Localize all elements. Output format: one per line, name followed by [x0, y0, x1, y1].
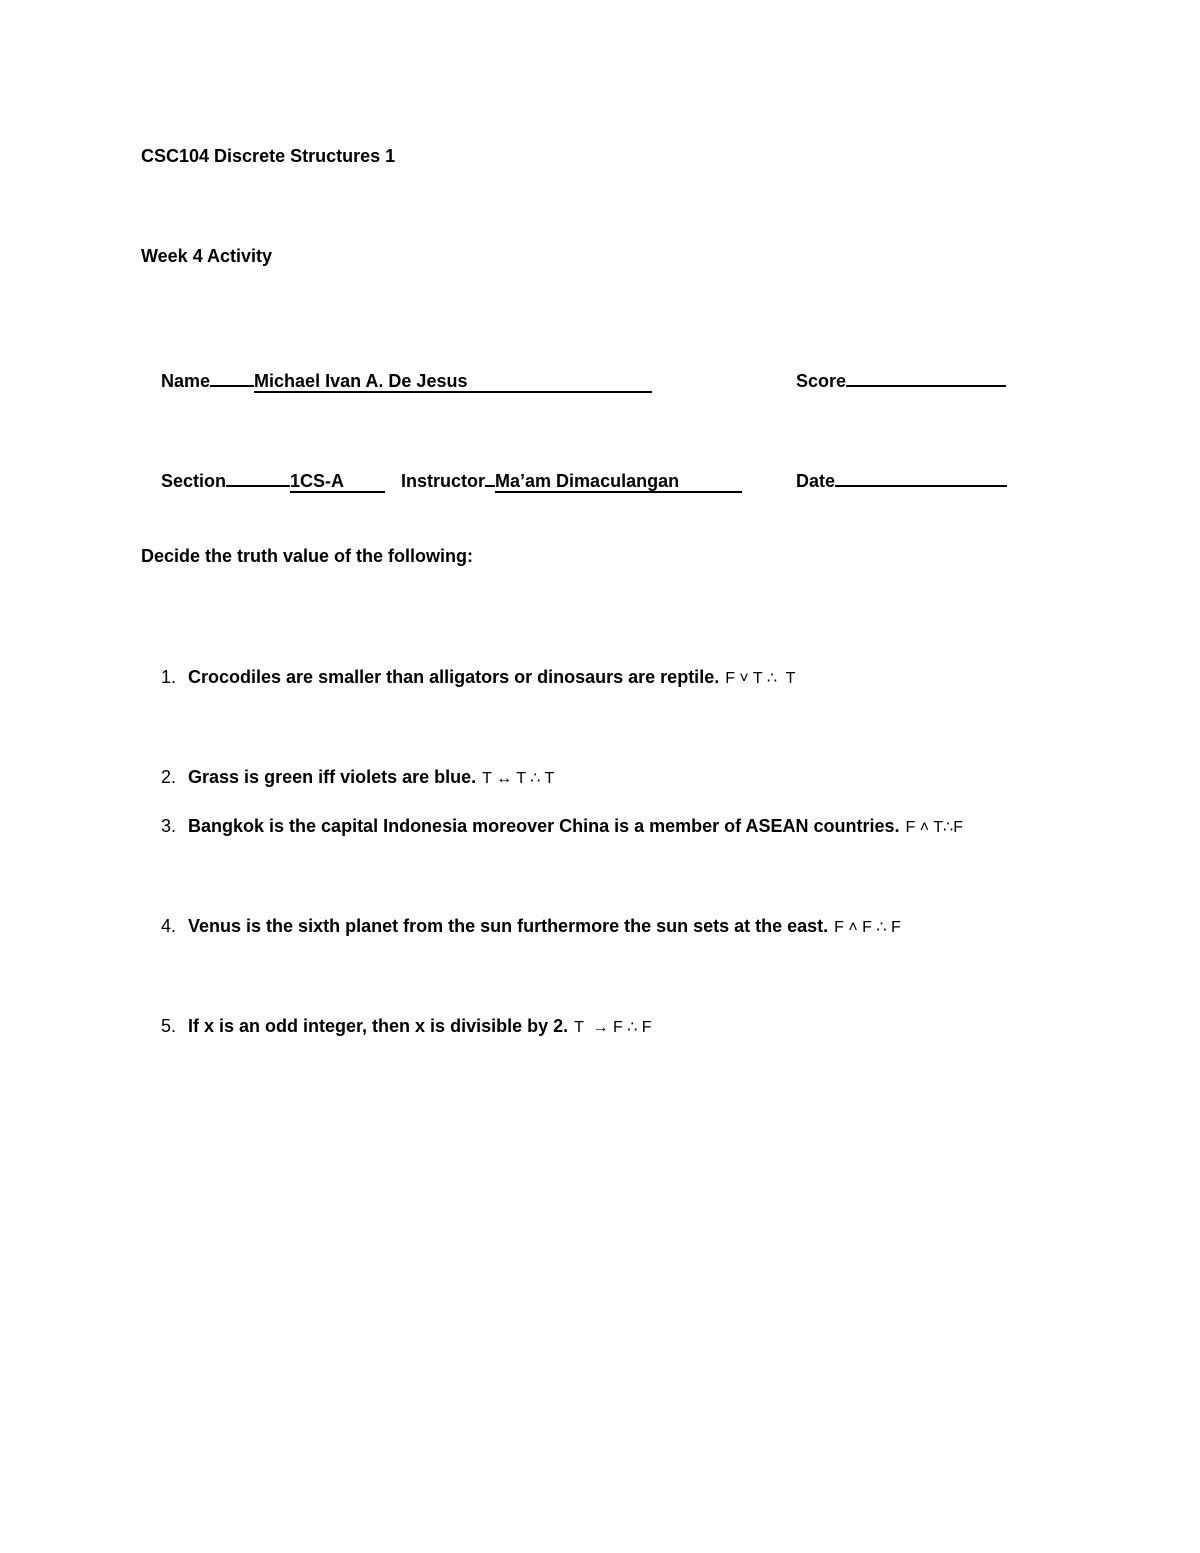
instructions: Decide the truth value of the following:: [141, 546, 474, 566]
section-line-prefix: [226, 466, 290, 487]
question-item: [141, 993, 652, 1061]
question-number: 5.: [161, 1016, 177, 1036]
question-answer: T → F ∴ F: [574, 1019, 652, 1036]
instructor-field: [381, 444, 742, 515]
question-item: [141, 793, 963, 861]
question-number: 1.: [161, 667, 177, 687]
question-text: Crocodiles are smaller than alligators or dinosaurs are reptile.: [188, 667, 720, 687]
instructor-value: Ma’am Dimaculangan: [495, 472, 742, 493]
question-number: 4.: [161, 916, 177, 936]
instructor-line-prefix: [485, 466, 495, 487]
question-answer: F ˅ T ∴ T: [725, 670, 796, 687]
question-number: 2.: [161, 767, 177, 787]
question-text: Bangkok is the capital Indonesia moreover China is a member of ASEAN countries.: [188, 816, 900, 836]
date-value: [835, 466, 1007, 487]
name-label: Name: [161, 371, 211, 391]
section-value: 1CS-A: [290, 472, 385, 493]
question-text: Grass is green iff violets are blue.: [188, 767, 477, 787]
question-item: [141, 893, 901, 961]
instructor-label: Instructor: [401, 471, 486, 491]
name-field: [141, 344, 652, 415]
name-value: Michael Ivan A. De Jesus: [254, 372, 652, 393]
name-line-prefix: [210, 366, 254, 387]
question-text: If x is an odd integer, then x is divisible by 2.: [188, 1016, 569, 1036]
question-item: [141, 644, 795, 712]
score-value: [846, 366, 1006, 387]
question-answer: T ↔ T ∴ T: [482, 770, 555, 787]
question-answer: F ˄ T∴F: [905, 819, 963, 836]
question-number: 3.: [161, 816, 177, 836]
date-label: Date: [796, 471, 836, 491]
date-field: [776, 444, 1007, 514]
activity-title: Week 4 Activity: [141, 246, 273, 266]
score-label: Score: [796, 371, 847, 391]
question-answer: F ˄ F ∴ F: [834, 919, 901, 936]
section-label: Section: [161, 471, 227, 491]
section-field: [141, 444, 385, 515]
score-field: [776, 344, 1006, 414]
question-text: Venus is the sixth planet from the sun furthermore the sun sets at the east.: [188, 916, 829, 936]
course-title: CSC104 Discrete Structures 1: [141, 146, 396, 166]
